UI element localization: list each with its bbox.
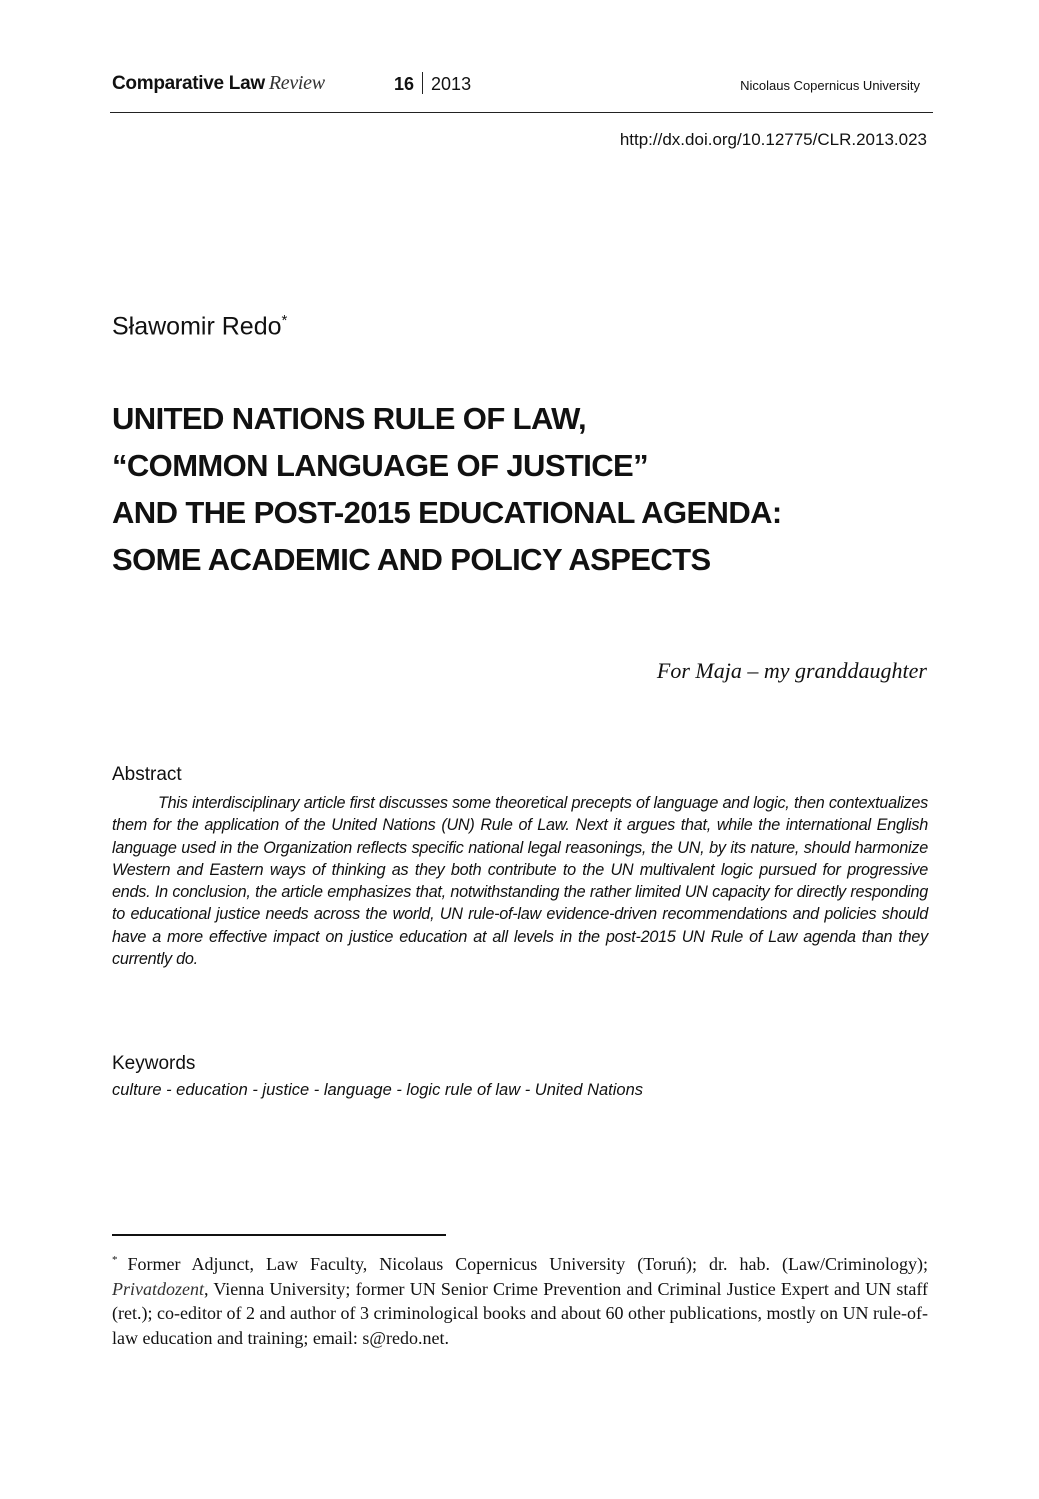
keywords-heading: Keywords (112, 1053, 196, 1074)
footnote-italic: Privatdozent (112, 1278, 204, 1299)
footnote-rule (112, 1234, 446, 1236)
author-name (112, 312, 287, 341)
header-rule (110, 112, 933, 113)
issue-divider (422, 72, 423, 94)
issue-year: 2013 (431, 74, 472, 94)
abstract-text: This interdisciplinary article first discusses some theoretical precepts of language and logic, then contextualizes them for the application of the United Nations (UN) Rule of Law. Next it argues that, while the international English language used in the Organization reflects specific national legal reasonings, the UN, by its nature, should harmonize Western and Eastern ways of thinking as they both contribute to the UN multivalent logic pursued for progressive ends. In conclusion, the article emphasizes that, notwithstanding the rather limited UN capacity for directly responding to educational justice needs across the world, UN rule-of-law evidence-driven recommendations and policies should have a more effective impact on justice education at all levels in the post-2015 UN Rule of Law agenda than they currently do. (112, 794, 928, 969)
article-title (112, 395, 782, 583)
title-line: “COMMON LANGUAGE OF JUSTICE” (112, 448, 649, 483)
author-name-text: Sławomir Redo (112, 312, 282, 341)
issue-info (394, 72, 471, 95)
abstract-heading: Abstract (112, 764, 182, 785)
footnote-text-1: Former Adjunct, Law Faculty, Nicolaus Copernicus University (Toruń); dr. hab. (Law/Criminology); (127, 1254, 928, 1274)
keywords-list: culture - education - justice - language - logic rule of law - United Nations (112, 1081, 644, 1099)
journal-title (112, 72, 325, 95)
journal-name: Comparative Law (112, 73, 265, 94)
footnote-text-2: , Vienna University; former UN Senior Crime Prevention and Criminal Justice Expert and UN staff (ret.); co-editor of 2 and author of 3 criminological books and about 60 other publications, mostly on UN rule-of-law education and training; email: s@redo.net. (112, 1278, 928, 1348)
journal-suffix: Review (268, 72, 325, 94)
footnote-mark: * (112, 1254, 118, 1266)
doi-link[interactable]: http://dx.doi.org/10.12775/CLR.2013.023 (619, 130, 927, 149)
author-footnote-mark[interactable]: * (281, 312, 288, 329)
footnote (112, 1248, 928, 1350)
title-line: AND THE POST-2015 EDUCATIONAL AGENDA: (112, 495, 782, 530)
title-line: SOME ACADEMIC AND POLICY ASPECTS (112, 542, 711, 577)
publisher: Nicolaus Copernicus University (740, 78, 920, 93)
running-header (112, 72, 920, 102)
title-line: UNITED NATIONS RULE OF LAW, (112, 401, 587, 436)
dedication: For Maja – my granddaughter (656, 658, 927, 683)
issue-number: 16 (394, 74, 415, 94)
